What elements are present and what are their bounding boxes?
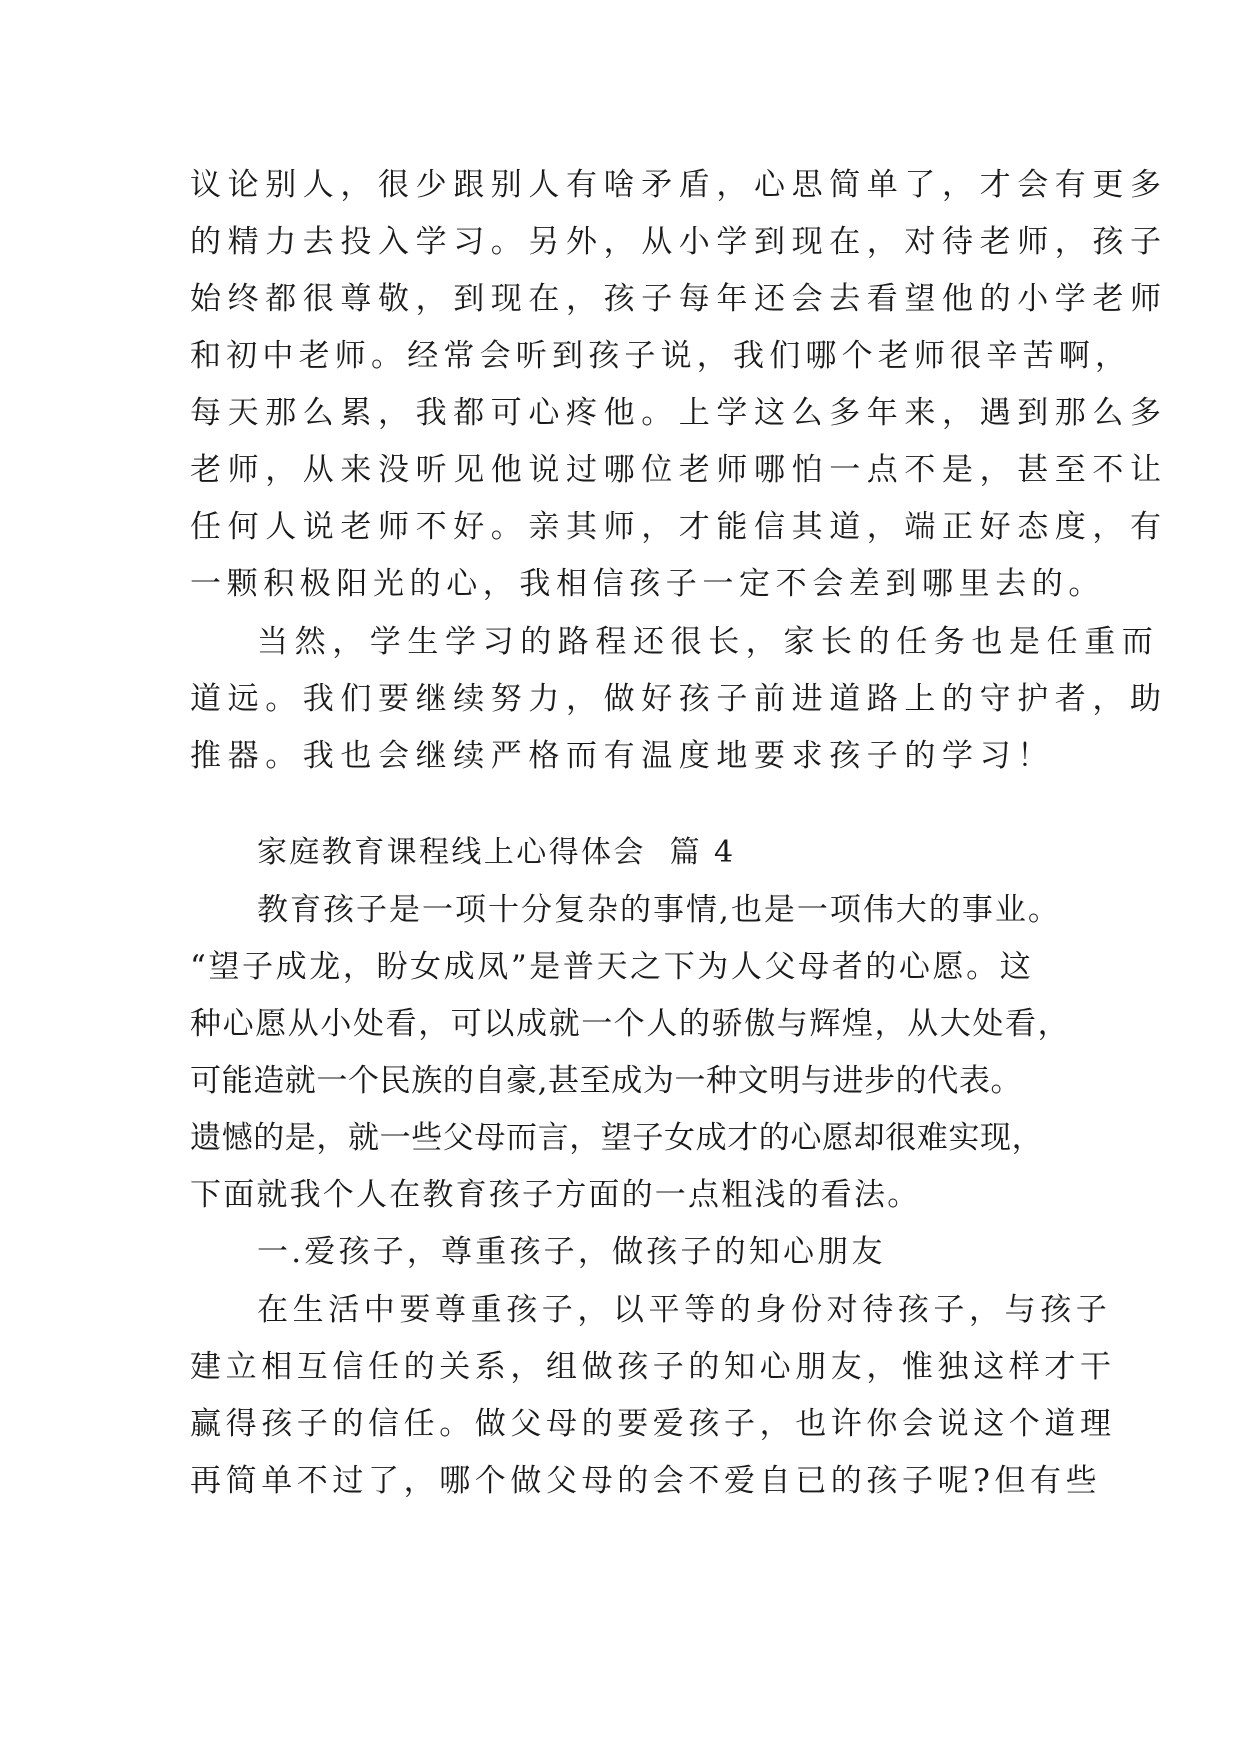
text-line: 赢得孩子的信任。做父母的要爱孩子，也许你会说这个道理: [190, 1406, 1116, 1442]
text-line: 教育孩子是一项十分复杂的事情,也是一项伟大的事业。: [257, 892, 1061, 928]
text-line: 当然，学生学习的路程还很长，家长的任务也是任重而: [257, 624, 1160, 660]
text-line: 建立相互信任的关系，组做孩子的知心朋友，惟独这样才干: [190, 1349, 1116, 1385]
text-line: 的精力去投入学习。另外，从小学到现在，对待老师，孩子: [190, 224, 1168, 260]
text-line: 和初中老师。经常会听到孩子说，我们哪个老师很辛苦啊，: [190, 338, 1132, 374]
text-line: 种心愿从小处看，可以成就一个人的骄傲与辉煌，从大处看，: [190, 1006, 1071, 1042]
point-heading: 一.爱孩子，尊重孩子，做孩子的知心朋友: [257, 1234, 886, 1270]
text-line: 下面就我个人在教育孩子方面的一点粗浅的看法。: [190, 1177, 921, 1213]
text-line: 再简单不过了，哪个做父母的会不爱自已的孩子呢?但有些: [190, 1463, 1102, 1499]
text-line: 老师，从来没听见他说过哪位老师哪怕一点不是，甚至不让: [190, 452, 1168, 488]
text-line: 议论别人，很少跟别人有啥矛盾，心思简单了，才会有更多: [190, 167, 1168, 203]
text-line: 在生活中要尊重孩子，以平等的身份对待孩子，与孩子: [257, 1292, 1112, 1328]
text-line: 任何人说老师不好。亲其师，才能信其道，端正好态度，有: [190, 509, 1168, 545]
section-heading: 家庭教育课程线上心得体会 篇 4: [257, 835, 736, 870]
text-line: 遗憾的是，就一些父母而言，望子女成才的心愿却很难实现，: [190, 1120, 1044, 1156]
text-line: 推器。我也会继续严格而有温度地要求孩子的学习！: [190, 738, 1055, 774]
text-line: 道远。我们要继续努力，做好孩子前进道路上的守护者，助: [190, 681, 1168, 717]
text-line: 一颗积极阳光的心，我相信孩子一定不会差到哪里去的。: [190, 566, 1105, 602]
text-line: “望子成龙，盼女成凤”是普天之下为人父母者的心愿。这: [190, 949, 1034, 985]
text-line: 始终都很尊敬，到现在，孩子每年还会去看望他的小学老师: [190, 281, 1168, 317]
text-line: 可能造就一个民族的自豪,甚至成为一种文明与进步的代表。: [190, 1063, 1023, 1099]
text-line: 每天那么累，我都可心疼他。上学这么多年来，遇到那么多: [190, 395, 1168, 431]
